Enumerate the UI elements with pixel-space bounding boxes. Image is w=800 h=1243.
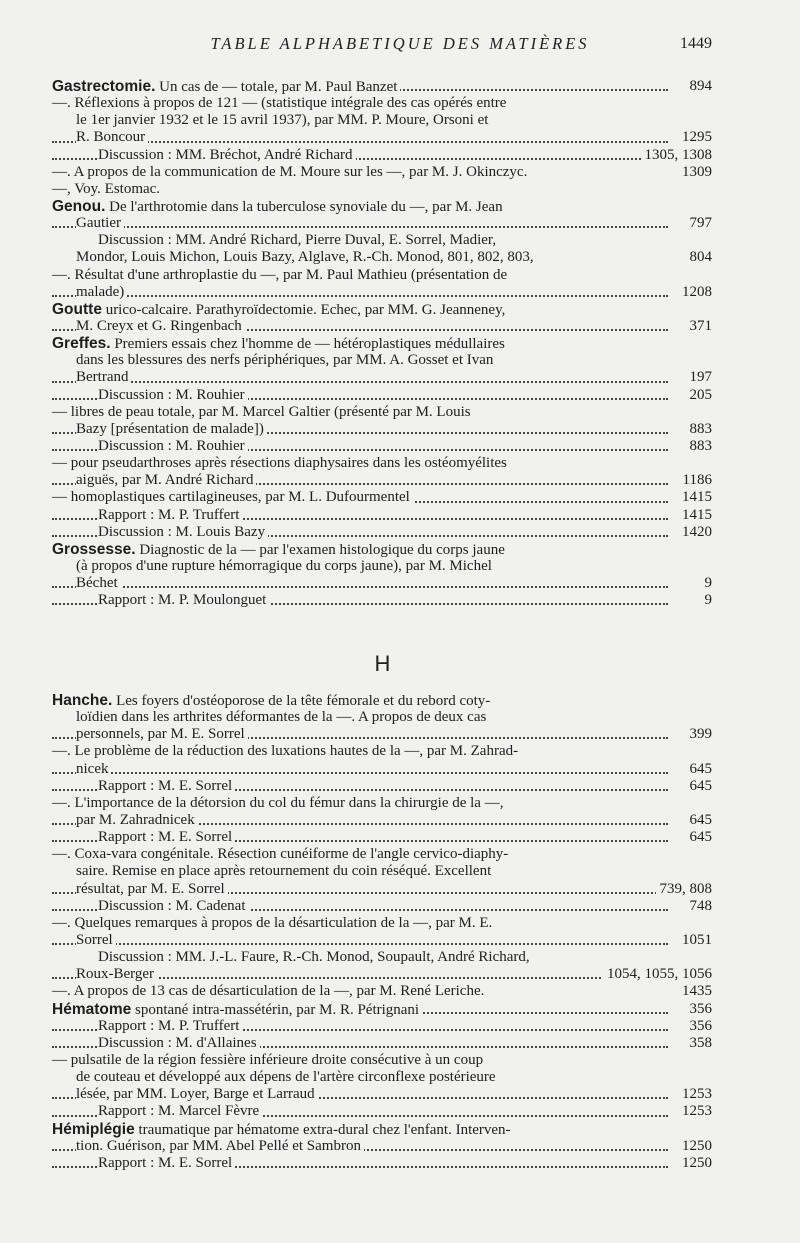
index-line <box>52 949 712 966</box>
entry-body: Discussion : MM. André Richard, Pierre Duval, E. Sorrel, Madier, <box>98 232 497 249</box>
entry-text <box>76 129 148 145</box>
entry-body: Rapport : M. P. Truffert <box>98 1017 240 1034</box>
entry-text <box>52 795 506 811</box>
page-reference: 645 <box>686 778 713 795</box>
entry-body: Discussion : M. Cadenat <box>98 897 246 914</box>
entry-text <box>98 524 268 540</box>
page-reference: 894 <box>686 78 713 95</box>
index-line <box>52 164 712 181</box>
entry-text <box>98 592 269 608</box>
entry-body: tion. Guérison, par MM. Abel Pellé et Sambron <box>76 1137 361 1154</box>
entry-text <box>76 352 496 368</box>
index-line <box>52 863 712 880</box>
entry-text <box>52 489 413 505</box>
entry-text <box>76 881 228 897</box>
entry-body: Un cas de — totale, par M. Paul Banzet <box>155 79 398 95</box>
entry-body: (à propos d'une rupture hémorragique du corps jaune), par M. Michel <box>76 557 492 574</box>
entry-text <box>52 455 510 471</box>
page-reference: 748 <box>686 898 713 915</box>
entry-text <box>52 542 508 558</box>
entry-body: Rapport : M. E. Sorrel <box>98 1154 233 1171</box>
index-line <box>52 387 712 404</box>
entry-body: Discussion : M. d'Allaines <box>98 1034 257 1051</box>
entry-body: urico-calcaire. Parathyroïdectomie. Echec, par MM. G. Jeanneney, <box>101 301 506 318</box>
page-number: 1449 <box>680 35 712 52</box>
index-line <box>52 692 712 709</box>
dot-leader <box>52 586 668 588</box>
entry-body: traumatique par hématome extra-dural chez l'enfant. Interven- <box>134 1121 511 1138</box>
entry-text <box>52 1122 514 1138</box>
dot-leader <box>52 295 668 297</box>
entry-body: Bertrand <box>76 369 129 386</box>
index-line <box>52 983 712 1000</box>
index-line <box>52 472 712 489</box>
entry-text <box>76 812 198 828</box>
entry-body: dans les blessures des nerfs périphériques, par MM. A. Gosset et Ivan <box>76 352 494 369</box>
entry-body: Roux-Berger <box>76 966 155 983</box>
index-line <box>52 812 712 829</box>
page-reference: 797 <box>686 215 713 232</box>
page-reference: 1435 <box>678 983 712 1000</box>
entry-text <box>98 438 248 454</box>
page-reference: 356 <box>686 1001 713 1018</box>
index-line <box>52 438 712 455</box>
index-line <box>52 1138 712 1155</box>
page-reference: 1295 <box>678 129 712 146</box>
index-line <box>52 198 712 215</box>
entry-term: Goutte <box>52 300 102 318</box>
index-line <box>52 829 712 846</box>
index-line <box>52 404 712 421</box>
index-line <box>52 966 712 983</box>
page-reference: 205 <box>686 387 713 404</box>
page-reference: 1250 <box>678 1138 712 1155</box>
entry-text <box>52 164 530 180</box>
entry-text <box>76 284 127 300</box>
entry-text <box>76 1138 364 1154</box>
index-line <box>52 147 712 164</box>
entry-body: — pulsatile de la région fessière inférieure droite consécutive à un coup <box>52 1051 484 1068</box>
index-line <box>52 489 712 506</box>
index-line <box>52 1155 712 1172</box>
index-line <box>52 267 712 284</box>
entry-text <box>76 421 267 437</box>
entry-body: lésée, par MM. Loyer, Barge et Larraud <box>76 1086 315 1103</box>
entry-body: —, Voy. Estomac. <box>52 180 161 197</box>
entry-text <box>52 915 495 931</box>
entry-text <box>52 983 487 999</box>
page-reference: 371 <box>686 318 713 335</box>
page-reference: 804 <box>686 249 713 266</box>
entry-text <box>76 249 537 265</box>
entry-text <box>76 709 489 725</box>
entry-body: Premiers essais chez l'homme de — hétéroplastiques médullaires <box>110 336 505 353</box>
page-reference: 739, 808 <box>656 881 713 898</box>
entry-body: Béchet <box>76 575 118 592</box>
index-line <box>52 318 712 335</box>
page-reference: 356 <box>686 1018 713 1035</box>
entry-text <box>98 507 242 523</box>
entry-text <box>98 147 356 163</box>
index-line <box>52 558 712 575</box>
running-title: TABLE ALPHABETIQUE DES MATIÈRES <box>210 34 590 53</box>
index-line <box>52 95 712 112</box>
page-reference: 1415 <box>678 507 712 524</box>
page-reference: 1250 <box>678 1155 712 1172</box>
entry-text <box>52 743 521 759</box>
entry-text <box>76 966 157 982</box>
entry-text <box>52 846 511 862</box>
entry-text <box>76 726 248 742</box>
page-reference: 645 <box>686 812 713 829</box>
index-line <box>52 1001 712 1018</box>
page-reference: 197 <box>686 369 713 386</box>
index-line <box>52 898 712 915</box>
entry-text <box>98 949 533 965</box>
entry-body: — libres de peau totale, par M. Marcel Galtier (présenté par M. Louis <box>52 403 471 420</box>
entry-body: — homoplastiques cartilagineuses, par M. L. Dufourmentel <box>52 489 410 506</box>
entry-body: Rapport : M. P. Moulonguet <box>98 592 267 609</box>
entry-body: Les foyers d'ostéoporose de la tête fémorale et du rebord coty- <box>112 693 491 709</box>
entry-text <box>76 369 131 385</box>
entry-text <box>52 199 506 215</box>
index-line <box>52 129 712 146</box>
index-line <box>52 915 712 932</box>
index-line <box>52 507 712 524</box>
entry-term: Greffes. <box>52 335 111 353</box>
page-reference: 1420 <box>678 524 712 541</box>
index-line <box>52 575 712 592</box>
index-line <box>52 284 712 301</box>
entry-text <box>76 112 491 128</box>
entry-text <box>98 387 248 403</box>
entry-text <box>76 932 116 948</box>
entry-text <box>52 336 508 352</box>
index-line <box>52 846 712 863</box>
entry-body: nicek <box>76 760 109 777</box>
entry-body: —. Le problème de la réduction des luxations hautes de la —, par M. Zahrad- <box>52 743 519 760</box>
index-line <box>52 881 712 898</box>
index-line <box>52 932 712 949</box>
index-line <box>52 215 712 232</box>
index-line <box>52 1035 712 1052</box>
entry-text <box>52 79 400 95</box>
index-line <box>52 249 712 266</box>
entry-text <box>76 761 111 777</box>
entry-text <box>98 232 499 248</box>
index-line <box>52 352 712 369</box>
entry-body: Rapport : M. E. Sorrel <box>98 777 233 794</box>
entry-body: —. A propos de 13 cas de désarticulation de la —, par M. René Leriche. <box>52 983 485 1000</box>
page-reference: 1309 <box>678 164 712 181</box>
dot-leader <box>52 772 668 774</box>
entry-text <box>98 1103 262 1119</box>
entry-term: Hanche. <box>52 692 113 709</box>
entry-body: Rapport : M. P. Truffert <box>98 506 240 523</box>
entry-term: Gastrectomie. <box>52 78 156 95</box>
section-letter: H <box>374 651 391 676</box>
index-line <box>52 301 712 318</box>
entry-body: de couteau et développé aux dépens de l'artère circonflexe postérieure <box>76 1069 496 1086</box>
index-line <box>52 709 712 726</box>
entry-body: saire. Remise en place après retournement du coin réséqué. Excellent <box>76 863 492 880</box>
entry-body: Mondor, Louis Michon, Louis Bazy, Alglave, R.-Ch. Monod, 801, 802, 803, <box>76 249 534 266</box>
entry-term: Grossesse. <box>52 540 136 558</box>
index-line <box>52 1052 712 1069</box>
entry-body: spontané intra-massétérin, par M. R. Pétrignani <box>131 1001 420 1018</box>
entry-body: — pour pseudarthroses après résections diaphysaires dans les ostéomyélites <box>52 455 507 472</box>
entry-text <box>76 575 121 591</box>
entry-term: Hématome <box>52 1000 132 1018</box>
index-line <box>52 1018 712 1035</box>
index-line <box>52 78 712 95</box>
entry-body: Discussion : M. Rouhier <box>98 386 245 403</box>
index-line <box>52 455 712 472</box>
page-reference: 1054, 1055, 1056 <box>603 966 712 983</box>
entry-text <box>52 404 474 420</box>
entry-body: par M. Zahradnicek <box>76 811 195 828</box>
entry-body: Discussion : MM. Bréchot, André Richard <box>98 146 353 163</box>
index-line <box>52 778 712 795</box>
page-reference: 9 <box>701 575 713 592</box>
entry-text <box>98 778 235 794</box>
index-line <box>52 541 712 558</box>
page-reference: 1208 <box>678 284 712 301</box>
index-line <box>52 743 712 760</box>
entry-text <box>52 95 509 111</box>
entry-text <box>52 302 508 318</box>
entry-body: —. L'importance de la détorsion du col du fémur dans la chirurgie de la —, <box>52 794 504 811</box>
entry-text <box>76 558 495 574</box>
entry-body: —. Réflexions à propos de 121 — (statistique intégrale des cas opérés entre <box>52 95 507 112</box>
entry-text <box>76 215 124 231</box>
index-line <box>52 1103 712 1120</box>
entry-body: Diagnostic de la — par l'examen histologique du corps jaune <box>135 541 505 558</box>
index-block-h <box>52 692 712 1172</box>
entry-body: —. Quelques remarques à propos de la désarticulation de la —, par M. E. <box>52 914 493 931</box>
index-line <box>52 335 712 352</box>
entry-text <box>52 181 163 197</box>
entry-body: personnels, par M. E. Sorrel <box>76 726 245 743</box>
index-line <box>52 726 712 743</box>
index-line <box>52 592 712 609</box>
entry-text <box>98 1035 260 1051</box>
index-line <box>52 1121 712 1138</box>
index-line <box>52 1086 712 1103</box>
entry-text <box>98 829 235 845</box>
entry-body: —. Coxa-vara congénitale. Résection cunéiforme de l'angle cervico-diaphy- <box>52 846 509 863</box>
entry-text <box>52 693 493 709</box>
page-reference: 645 <box>686 761 713 778</box>
index-line <box>52 369 712 386</box>
page-reference: 1051 <box>678 932 712 949</box>
page-reference: 1415 <box>678 489 712 506</box>
entry-body: le 1er janvier 1932 et le 15 avril 1937), par MM. P. Moure, Orsoni et <box>76 112 489 129</box>
page-reference: 9 <box>701 592 713 609</box>
page-header <box>0 34 800 58</box>
entry-body: R. Boncour <box>76 129 146 146</box>
dot-leader <box>52 381 668 383</box>
entry-text <box>52 1052 486 1068</box>
entry-text <box>76 1086 318 1102</box>
entry-body: Discussion : MM. J.-L. Faure, R.-Ch. Monod, Soupault, André Richard, <box>98 949 530 966</box>
dot-leader <box>52 943 668 945</box>
entry-body: M. Creyx et G. Ringenbach <box>76 317 242 334</box>
entry-body: Discussion : M. Rouhier <box>98 437 245 454</box>
entry-body: Rapport : M. Marcel Fèvre <box>98 1103 260 1120</box>
entry-text <box>98 1155 235 1171</box>
entry-term: Hémiplégie <box>52 1120 135 1138</box>
index-line <box>52 1069 712 1086</box>
index-line <box>52 232 712 249</box>
entry-body: —. Résultat d'une arthroplastie du —, par M. Paul Mathieu (présentation de <box>52 266 508 283</box>
entry-body: Rapport : M. E. Sorrel <box>98 829 233 846</box>
entry-text <box>52 1002 422 1018</box>
index-line <box>52 524 712 541</box>
entry-body: Gautier <box>76 215 121 232</box>
entry-text <box>76 863 494 879</box>
entry-body: résultat, par M. E. Sorrel <box>76 880 225 897</box>
entry-body: malade) <box>76 283 125 300</box>
entry-text <box>76 472 256 488</box>
dot-leader <box>52 226 668 228</box>
index-line <box>52 421 712 438</box>
entry-text <box>98 898 249 914</box>
page-reference: 883 <box>686 438 713 455</box>
page-reference: 1253 <box>678 1103 712 1120</box>
index-line <box>52 181 712 198</box>
page-reference: 358 <box>686 1035 713 1052</box>
page-reference: 1253 <box>678 1086 712 1103</box>
entry-body: Sorrel <box>76 931 113 948</box>
index-line <box>52 112 712 129</box>
page-reference: 645 <box>686 829 713 846</box>
entry-text <box>98 1018 242 1034</box>
entry-body: aiguës, par M. André Richard <box>76 472 254 489</box>
entry-text <box>76 318 245 334</box>
page-reference: 1305, 1308 <box>641 147 713 164</box>
page-reference: 883 <box>686 421 713 438</box>
index-line <box>52 761 712 778</box>
page-reference: 1186 <box>679 472 712 489</box>
entry-body: De l'arthrotomie dans la tuberculose synoviale du —, par M. Jean <box>105 198 503 215</box>
index-block-g <box>52 78 712 609</box>
entry-term: Genou. <box>52 197 106 215</box>
entry-body: —. A propos de la communication de M. Moure sur les —, par M. J. Okinczyc. <box>52 163 528 180</box>
entry-body: loïdien dans les arthrites déformantes de la —. A propos de deux cas <box>76 709 487 726</box>
entry-body: Discussion : M. Louis Bazy <box>98 523 266 540</box>
entry-body: Bazy [présentation de malade]) <box>76 420 264 437</box>
entry-text <box>52 267 510 283</box>
index-line <box>52 795 712 812</box>
entry-text <box>76 1069 499 1085</box>
page-reference: 399 <box>686 726 713 743</box>
